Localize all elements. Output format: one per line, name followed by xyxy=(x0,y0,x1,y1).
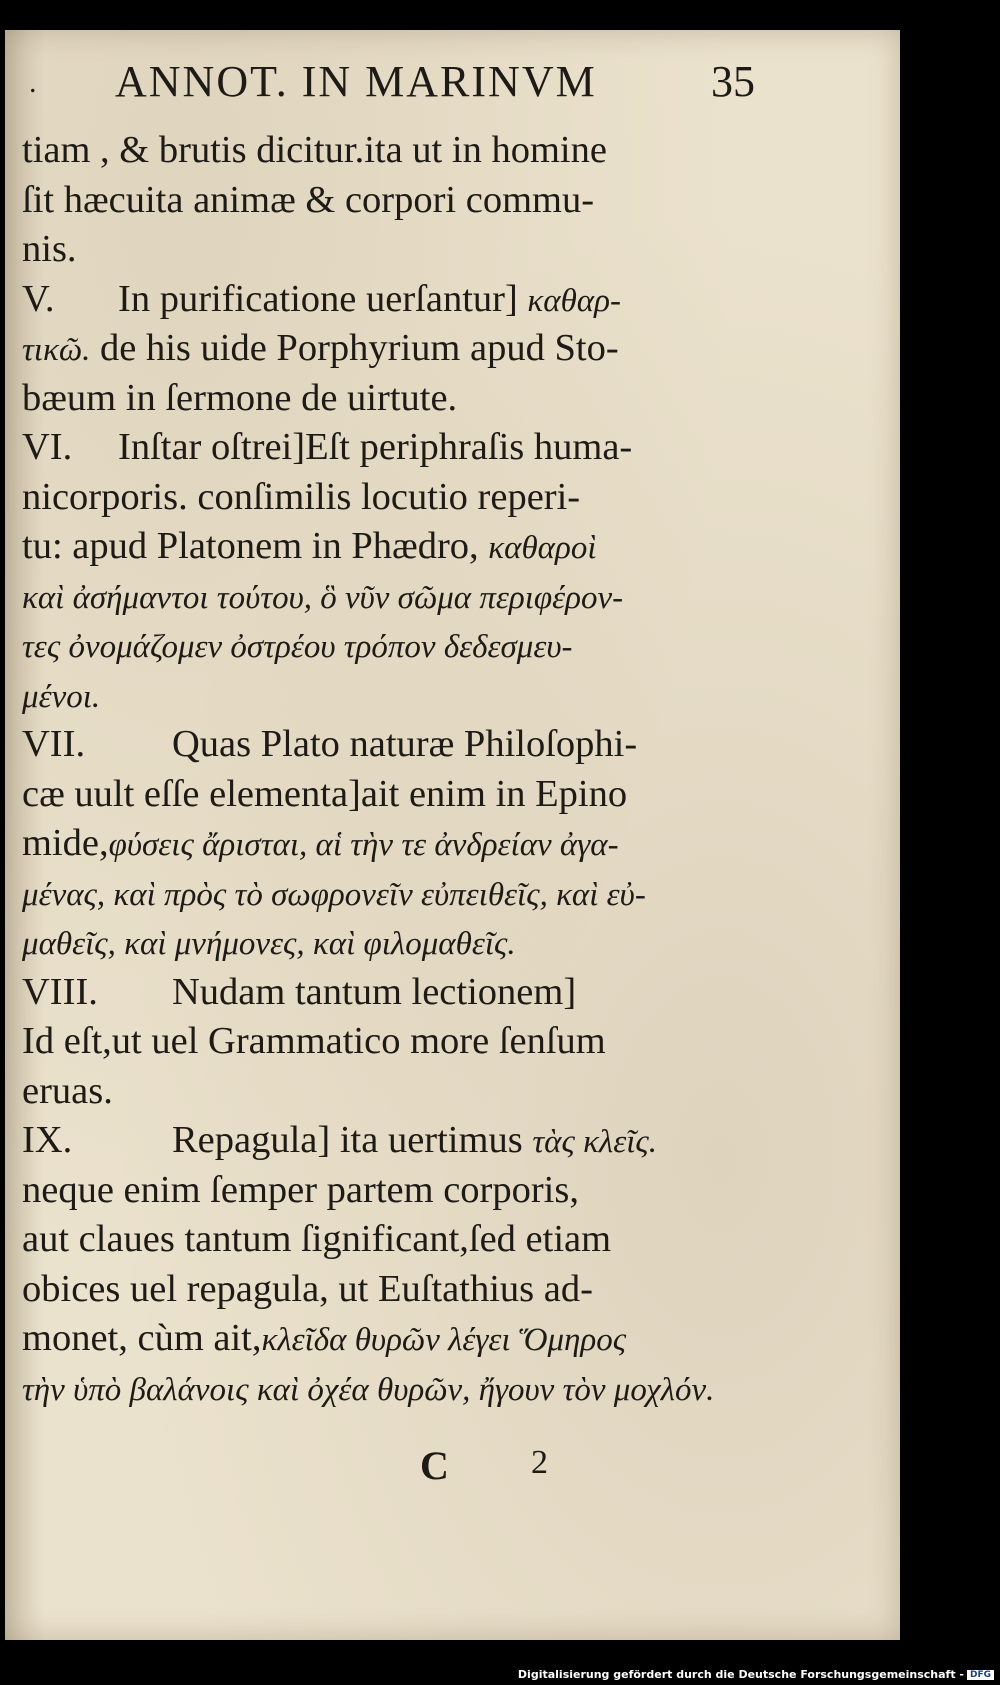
note-number: V. xyxy=(22,277,55,320)
text-line xyxy=(22,918,757,968)
note-number: VIII. xyxy=(22,970,98,1013)
text-line: tu: apud Platonem in Phædro, καθαροὶ xyxy=(22,525,597,567)
text-line xyxy=(22,869,757,919)
text-line: eruas. xyxy=(22,1069,113,1112)
note-number: VI. xyxy=(22,426,73,468)
header-mark: . xyxy=(29,66,37,99)
text-line xyxy=(22,671,757,721)
text-line: ſit hæcuita animæ & corpori commu- xyxy=(22,178,595,221)
text-line xyxy=(22,572,757,622)
text-line: monet, cùm ait,κλεῖδα θυρῶν λέγει Ὅμηρος xyxy=(22,1317,627,1359)
greek-text: καθαρ- xyxy=(527,282,621,319)
text-line: IX. Repagula] ita uertimus τὰς κλεῖς. xyxy=(22,1116,757,1166)
greek-text: μαθεῖς, καὶ μνήμονες, καὶ φιλομαθεῖς. xyxy=(22,926,516,962)
greek-text: μένας, καὶ πρὸς τὸ σωφρονεῖν εὐπειθεῖς, καὶ εὐ- xyxy=(22,876,646,913)
page-header xyxy=(29,50,755,114)
text-line: cæ uult eſſe elementa]ait enim in Epino xyxy=(22,772,628,815)
text-line: Id eſt,ut uel Grammatico more ſenſum xyxy=(22,1020,606,1062)
text-line xyxy=(22,621,757,671)
text-line: VIII. Nudam tantum lectionem] xyxy=(22,968,757,1018)
signature-number: 2 xyxy=(531,1444,548,1481)
greek-text: τὰς κλεῖς. xyxy=(532,1124,658,1160)
digitization-credit xyxy=(518,1668,994,1681)
text-line: VI. Inſtar oſtrei]Eſt periphraſis huma- xyxy=(22,423,757,473)
greek-text: καὶ ἀσήμαντοι τούτου, ὃ νῦν σῶμα περιφέρον- xyxy=(22,579,624,616)
greek-text: τες ὀνομάζομεν ὀστρέου τρόπον δεδεσμευ- xyxy=(22,629,573,665)
dfg-logo: DFG xyxy=(967,1670,994,1680)
text-line: nicorporis. conſimilis locutio reperi- xyxy=(22,475,581,518)
greek-text: τικῶ. xyxy=(22,332,91,368)
text-line xyxy=(22,1364,757,1414)
text-line: τικῶ. de his uide Porphyrium apud Sto- xyxy=(22,327,619,369)
signature-mark: C xyxy=(420,1443,449,1488)
text-line: VII. Quas Plato naturæ Philoſophi- xyxy=(22,720,757,770)
credit-text: Digitalisierung gefördert durch die Deutsche Forschungsgemeinschaft - xyxy=(517,1668,964,1681)
text-line: V. In purificatione uerſantur] καθαρ- xyxy=(22,275,757,325)
note-number: IX. xyxy=(22,1119,73,1161)
note-number: VII. xyxy=(22,723,86,765)
greek-text: τὴν ὑπὸ βαλάνοις καὶ ὀχέα θυρῶν, ἤγουν τὸν μοχλόν. xyxy=(22,1371,715,1408)
book-page xyxy=(5,30,900,1640)
text-line: nis. xyxy=(22,228,77,270)
greek-text: μένοι. xyxy=(22,678,101,715)
text-line: mide,φύσεις ἄρισται, αἱ τὴν τε ἀνδρείαν ἀγα- xyxy=(22,822,619,864)
greek-text: καθαροὶ xyxy=(488,530,597,566)
page-footer xyxy=(5,1442,905,1492)
page-number: 35 xyxy=(711,57,755,106)
text-line: tiam , & brutis dicitur.ita ut in homine xyxy=(22,129,607,171)
annotation-text xyxy=(22,126,757,1413)
text-line: aut claues tantum ſignificant,ſed etiam xyxy=(22,1218,612,1260)
text-line: bæum in ſermone de uirtute. xyxy=(22,376,458,419)
text-line: neque enim ſemper partem corporis, xyxy=(22,1168,579,1211)
running-title: ANNOT. IN MARINVM xyxy=(115,57,597,106)
greek-text: κλεῖδα θυρῶν λέγει Ὅμηρος xyxy=(261,1322,627,1358)
greek-text: φύσεις ἄρισται, αἱ τὴν τε ἀνδρείαν ἀγα- xyxy=(108,827,619,863)
text-line: obices uel repagula, ut Euſtathius ad- xyxy=(22,1267,593,1310)
